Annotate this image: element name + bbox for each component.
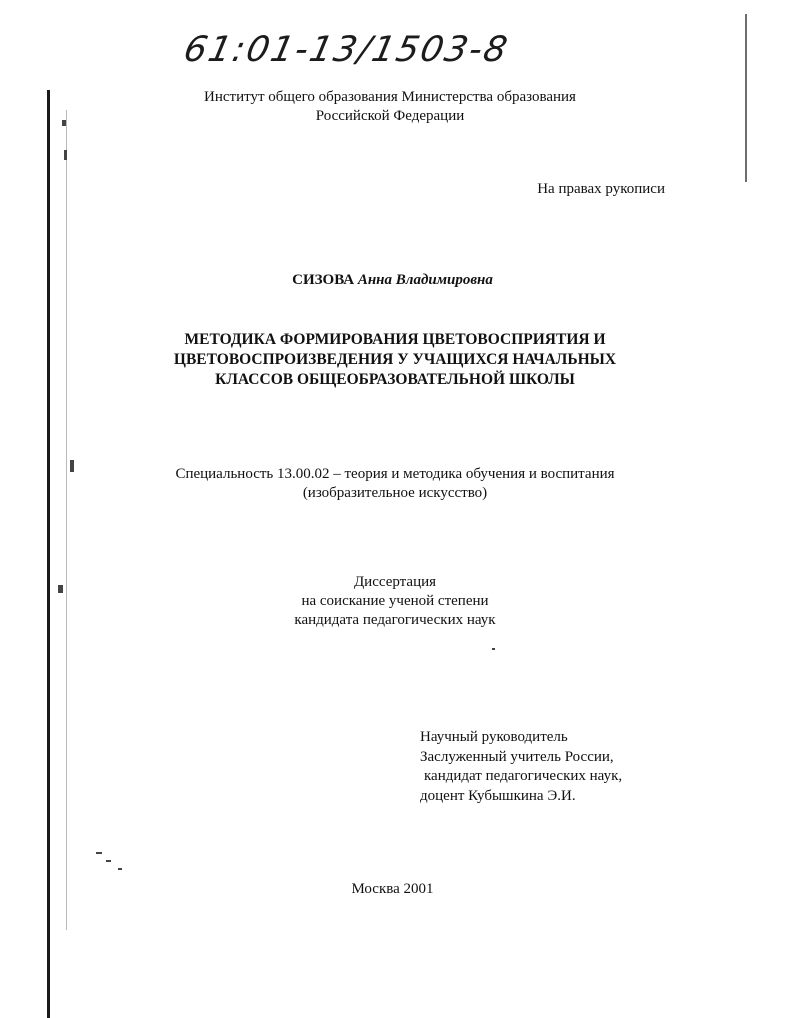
title-line: ЦВЕТОВОСПРОИЗВЕДЕНИЯ У УЧАЩИХСЯ НАЧАЛЬНЫХ xyxy=(173,351,617,368)
scan-speck xyxy=(492,648,495,650)
handwritten-catalog-number: 61:01-13/1503-8 xyxy=(180,30,513,70)
scan-speck xyxy=(106,860,111,862)
title-line: КЛАССОВ ОБЩЕОБРАЗОВАТЕЛЬНОЙ ШКОЛЫ xyxy=(215,371,575,388)
specialty-block xyxy=(110,465,680,503)
institution-block xyxy=(140,88,640,126)
scan-speck xyxy=(96,852,102,854)
scan-edge-left-faint xyxy=(66,110,67,930)
institution-line: Институт общего образования Министерства образования xyxy=(204,89,576,105)
dissertation-line: Диссертация xyxy=(353,574,437,590)
specialty-line: Специальность 13.00.02 – теория и методика обучения и воспитания xyxy=(175,466,615,482)
institution-line: Российской Федерации xyxy=(315,108,465,124)
scan-edge-right xyxy=(745,14,747,182)
scan-speck xyxy=(62,120,66,126)
supervisor-line: Заслуженный учитель России, xyxy=(420,748,614,765)
scan-speck xyxy=(64,150,67,160)
dissertation-title xyxy=(110,330,680,390)
author-surname: СИЗОВА xyxy=(292,272,355,288)
author-name xyxy=(200,272,585,289)
rights-note: На правах рукописи xyxy=(537,181,665,197)
city-year: Москва 2001 xyxy=(351,881,434,897)
scan-speck xyxy=(58,585,63,593)
specialty-line: (изобразительное искусство) xyxy=(302,485,488,501)
scan-edge-left xyxy=(47,90,50,1018)
dissertation-type-block xyxy=(240,573,550,630)
scan-speck xyxy=(70,460,74,472)
dissertation-line: кандидата педагогических наук xyxy=(294,612,496,628)
supervisor-block xyxy=(420,728,720,806)
dissertation-line: на соискание ученой степени xyxy=(301,593,489,609)
title-line: МЕТОДИКА ФОРМИРОВАНИЯ ЦВЕТОВОСПРИЯТИЯ И xyxy=(184,331,606,348)
supervisor-line: доцент Кубышкина Э.И. xyxy=(420,787,576,804)
author-given-names: Анна Владимировна xyxy=(357,272,493,288)
scan-speck xyxy=(118,868,122,870)
supervisor-line: кандидат педагогических наук, xyxy=(424,768,623,784)
supervisor-line: Научный руководитель xyxy=(420,729,568,745)
